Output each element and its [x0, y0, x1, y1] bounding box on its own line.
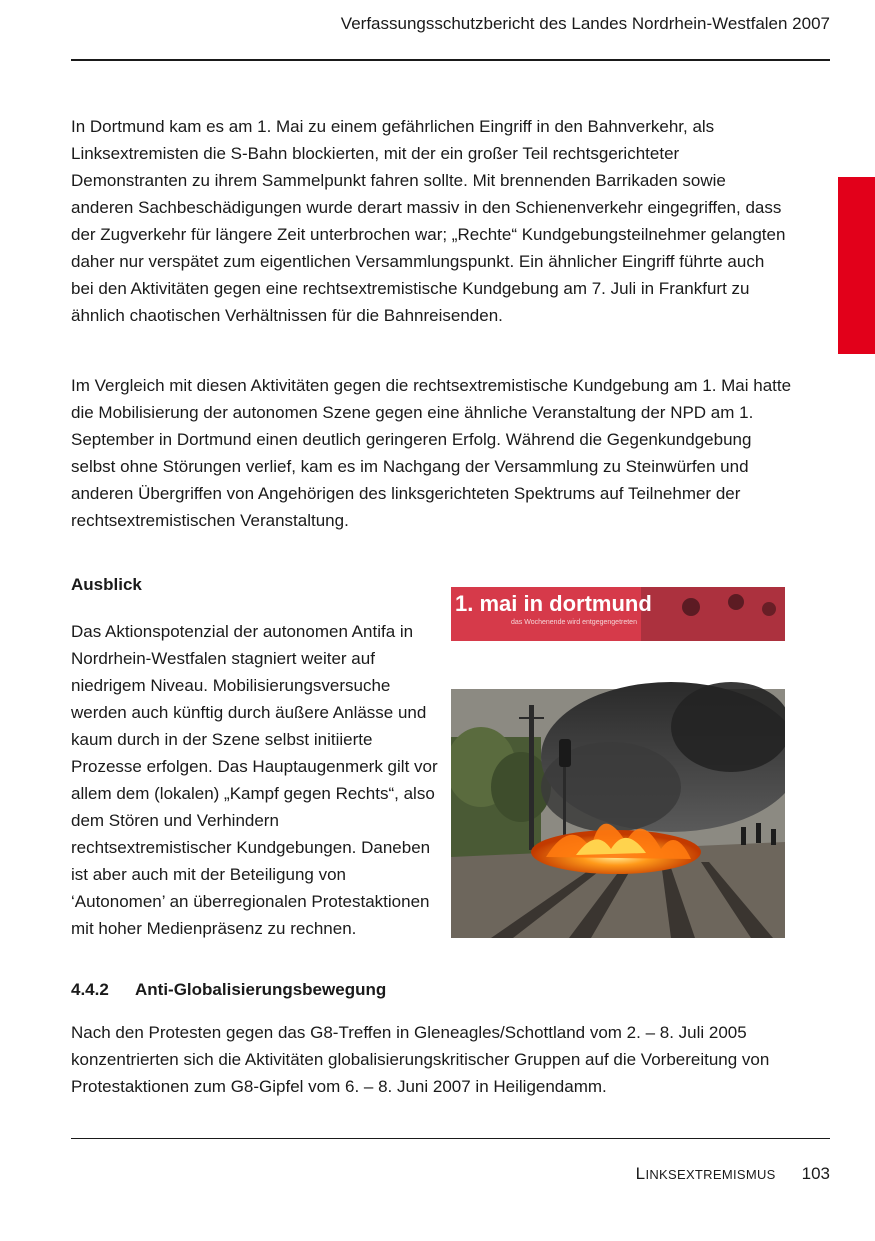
chapter-rest: INKSEXTREMISMUS: [645, 1167, 776, 1182]
body-paragraph-2: Im Vergleich mit diesen Aktivitäten gegen die rechtsextremistische Kundgebung am 1. Mai hatte die Mobilisierung der autonomen Szene gegen eine ähnliche Veranstaltung der NPD am 1. September in Dortmund einen deutlich geringeren Erfolg. Während die Gegenkundgebung selbst ohne Störungen verlief, kam es im Nachgang der Versammlung zu Steinwürfen und anderen Übergriffen von Angehörigen des linksgerichteten Spektrums auf Teilnehmer der rechtsextremistischen Veranstaltung.: [71, 376, 792, 530]
page-number: 103: [801, 1164, 830, 1183]
protest-photo: [451, 587, 785, 938]
page-footer: [636, 1161, 830, 1188]
body-paragraph-1: In Dortmund kam es am 1. Mai zu einem gefährlichen Eingriff in den Bahnverkehr, als Linksextremisten die S-Bahn blockierten, mit der ein großer Teil rechtsgerichteter Demonstranten zu ihrem Sammelpunkt fahren sollte. Mit brennenden Barrikaden sowie anderen Sachbeschädigungen wurde derart massiv in den Schienenverkehr eingegriffen, dass der Zugverkehr für längere Zeit unterbrochen war; „Rechte“ Kundgebungsteilnehmer gelangten daher nur verspätet zum eigentlichen Versammlungspunkt. Ein ähnlicher Eingriff führte auch bei den Aktivitäten gegen eine rechtsextremistische Kundgebung am 7. Juli in Frankfurt zu ähnlich chaotischen Verhältnissen für die Bahnreisenden.: [71, 117, 786, 325]
footer-rule: [71, 1138, 830, 1139]
section-heading-4-4-2: [71, 976, 386, 1003]
section-number: 4.4.2: [71, 980, 109, 999]
body-paragraph-4: Nach den Protesten gegen das G8-Treffen in Gleneagles/Schottland vom 2. – 8. Juli 2005 konzentrierten sich die Aktivitäten globalisierungskritischer Gruppen auf die Vorbereitung von Protestaktionen zum G8-Gipfel vom 6. – 8. Juni 2007 in Heiligendamm.: [71, 1023, 770, 1096]
banner-subtitle: das Wochenende wird entgegengetreten: [511, 619, 637, 626]
chapter-color-tab: [838, 177, 875, 354]
ausblick-paragraph: Das Aktionspotenzial der autonomen Antifa in Nordrhein-Westfalen stagniert weiter auf niedrigem Niveau. Mobilisierungsversuche werden auch künftig durch äußere Anlässe und kaum durch in der Szene selbst initiierte Prozesse erfolgen. Das Hauptaugenmerk gilt vor allem dem (lokalen) „Kampf gegen Rechts“, also dem Stören und Verhindern rechtsextremistischer Kundgebungen. Daneben ist aber auch mit der Beteiligung von ‘Autonomen’ an überregionalen Protestaktionen mit hoher Medienpräsenz zu rechnen.: [71, 622, 438, 938]
chapter-name: [635, 1164, 776, 1183]
chapter-initial: L: [635, 1164, 646, 1183]
ausblick-heading: Ausblick: [71, 575, 142, 594]
banner-title: 1. mai in dortmund: [455, 591, 652, 616]
header-rule: [71, 59, 830, 61]
burning-barricade-image: [451, 587, 785, 938]
section-title: Anti-Globalisierungsbewegung: [135, 980, 387, 999]
running-header: Verfassungsschutzbericht des Landes Nordrhein-Westfalen 2007: [340, 14, 830, 33]
